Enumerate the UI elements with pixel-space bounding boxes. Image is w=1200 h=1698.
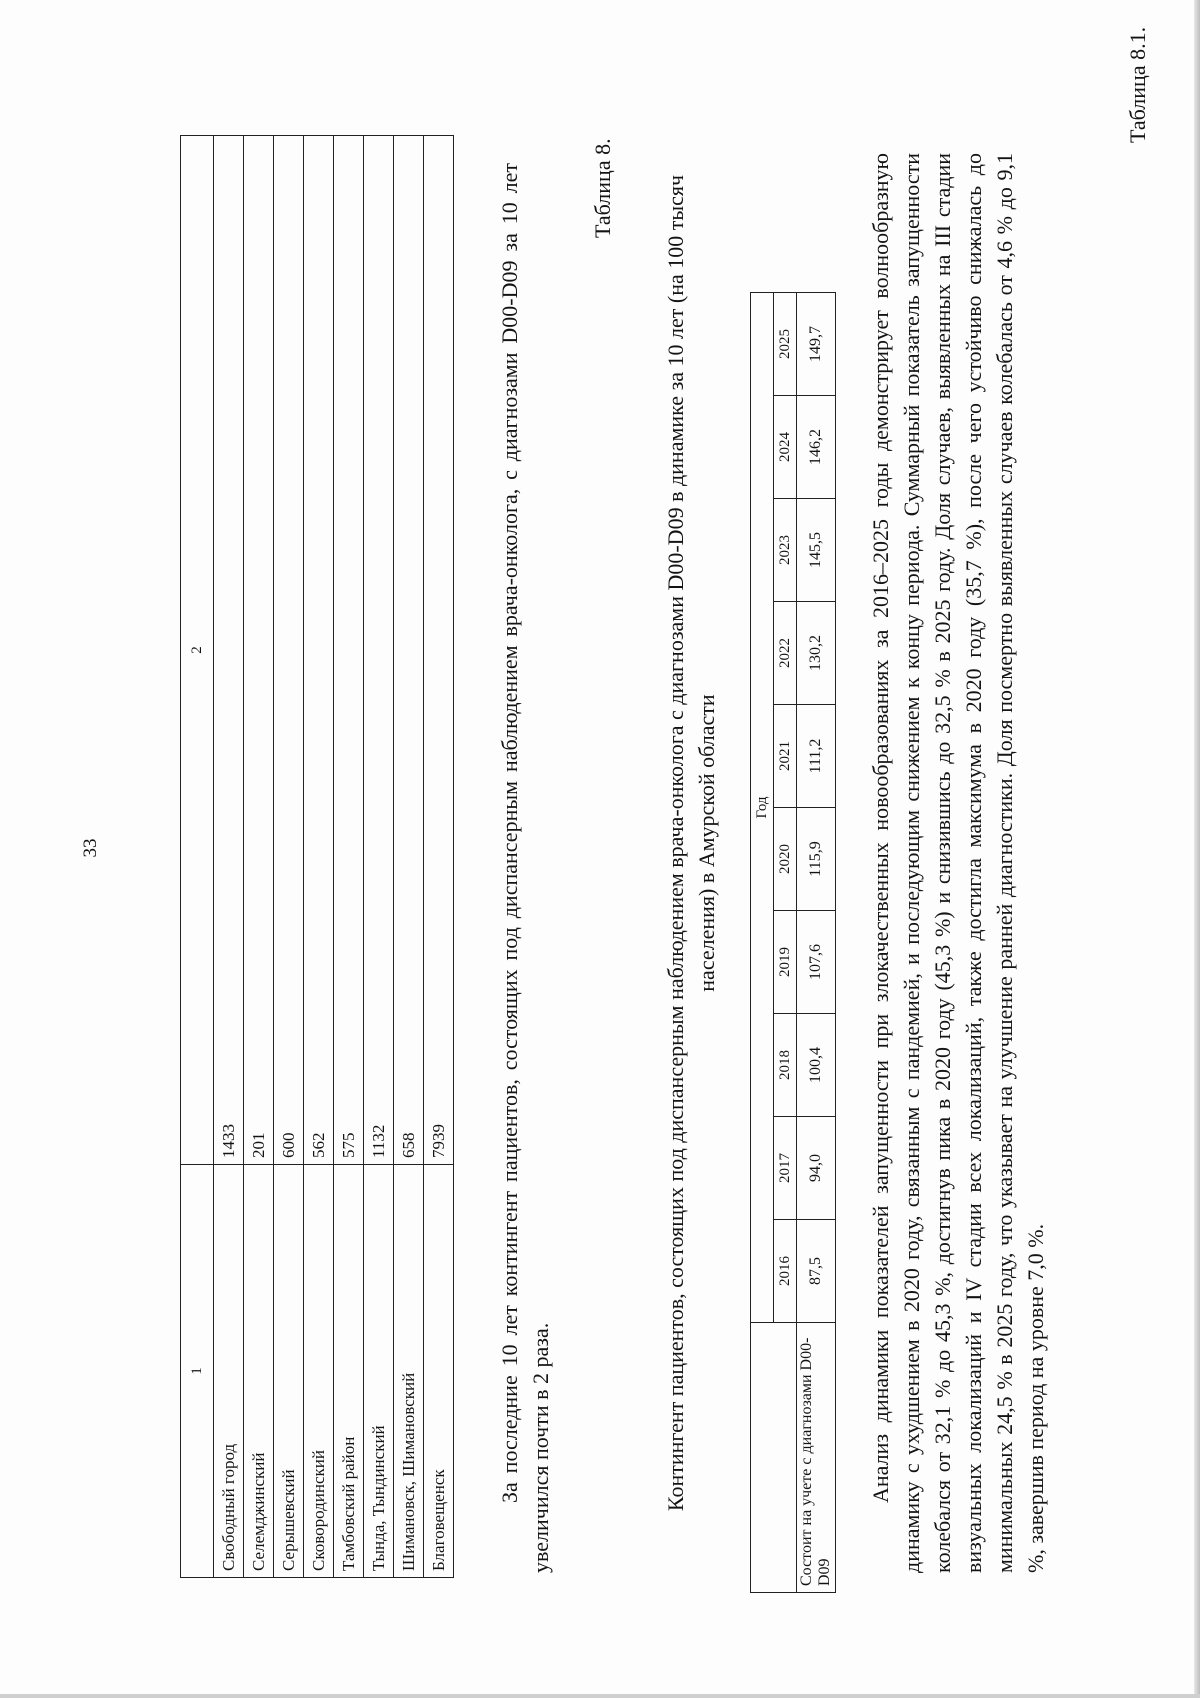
table-8-value: 94,0: [797, 1117, 836, 1220]
region-value: 201: [244, 136, 274, 1165]
region-value: 7939: [424, 136, 454, 1165]
year-header: 2022: [774, 602, 797, 705]
year-header: 2018: [774, 1014, 797, 1117]
table-row: [424, 136, 454, 1578]
table-8-value: 145,5: [797, 499, 836, 602]
year-header: 2023: [774, 499, 797, 602]
table-8-label: Таблица 8.: [590, 138, 615, 238]
region-name: Серышевский: [274, 1165, 304, 1578]
page-number: 33: [80, 838, 101, 858]
region-value: 562: [304, 136, 334, 1165]
region-name: Свободный город: [214, 1165, 244, 1578]
table-8-row-label: Состоит на учете с диагнозами D00-D09: [797, 1323, 836, 1593]
table-row: [304, 136, 334, 1578]
region-name: Тында, Тындинский: [364, 1165, 394, 1578]
region-value: 600: [274, 136, 304, 1165]
table-8-year-group-header: Год: [751, 293, 774, 1323]
region-name: Селемджинский: [244, 1165, 274, 1578]
table-8-group-header-row: [751, 293, 774, 1593]
table-8-value: 111,2: [797, 705, 836, 808]
table-8-caption: Контингент пациентов, состоящих под диспансерным наблюдением врача-онколога с диагнозами D00-D09 в динамике за 10 лет (на 100 тысяч населения) в Амурской области: [663, 174, 719, 1512]
paragraph-neglect-analysis: Анализ динамики показателей запущенности при злокачественных новообразованиях за 2016–2025 годы демонстрирует волнообразную динамику с ухудшением в 2020 году, связанным с пандемией, и последующим снижением к концу периода. Суммарный показатель запущенности колебался от 32,1 % до 45,3 %, достигнув пика в 2020 году (45,3 %) и снизившись до 32,5 % в 2025 году. Доля случаев, выявленных на III стадии визуальных локализаций и IV стадии всех локализаций, также достигла максимума в 2020 году (35,7 %), после чего устойчиво снижалась до минимальных 24,5 % в 2025 году, что указывает на улучшение ранней диагностики. Доля посмертно выявленных случаев колебалась от 4,6 % до 9,1 %, завершив период на уровне 7,0 %.: [868, 153, 1048, 1573]
region-name: Шимановск, Шимановский: [394, 1165, 424, 1578]
region-value: 1433: [214, 136, 244, 1165]
region-name: Сковородинский: [304, 1165, 334, 1578]
scan-edge-right: [1194, 0, 1200, 1698]
table-8-corner-cell: [751, 1323, 797, 1593]
table-8-value: 115,9: [797, 808, 836, 911]
regions-table-header: [181, 136, 214, 1578]
regions-table: [180, 135, 454, 1578]
regions-header-col2: 2: [181, 136, 214, 1165]
year-header: 2016: [774, 1220, 797, 1323]
table-row: [214, 136, 244, 1578]
year-header: 2025: [774, 293, 797, 396]
regions-header-col1: 1: [181, 1165, 214, 1578]
region-value: 658: [394, 136, 424, 1165]
table-8-value: 87,5: [797, 1220, 836, 1323]
table-row: [364, 136, 394, 1578]
table-row: [244, 136, 274, 1578]
year-header: 2017: [774, 1117, 797, 1220]
table-8-1-label: Таблица 8.1.: [1125, 26, 1150, 143]
table-row: [797, 293, 836, 1593]
region-name: Благовещенск: [424, 1165, 454, 1578]
region-value: 575: [334, 136, 364, 1165]
scan-edge-bottom: [0, 1694, 1200, 1698]
year-header: 2019: [774, 911, 797, 1014]
region-value: 1132: [364, 136, 394, 1165]
paragraph-contingent-growth: За последние 10 лет контингент пациентов, состоящих под диспансерным наблюдением врача-онколога, с диагнозами D00-D09 за 10 лет увеличился почти в 2 раза.: [497, 163, 553, 1573]
region-name: Тамбовский район: [334, 1165, 364, 1578]
table-8-value: 149,7: [797, 293, 836, 396]
table-8: [750, 292, 836, 1593]
table-8-value: 146,2: [797, 396, 836, 499]
table-row: [334, 136, 364, 1578]
year-header: 2021: [774, 705, 797, 808]
table-row: [394, 136, 424, 1578]
table-8-value: 107,6: [797, 911, 836, 1014]
table-8-value: 130,2: [797, 602, 836, 705]
year-header: 2020: [774, 808, 797, 911]
table-8-value: 100,4: [797, 1014, 836, 1117]
year-header: 2024: [774, 396, 797, 499]
table-row: [274, 136, 304, 1578]
